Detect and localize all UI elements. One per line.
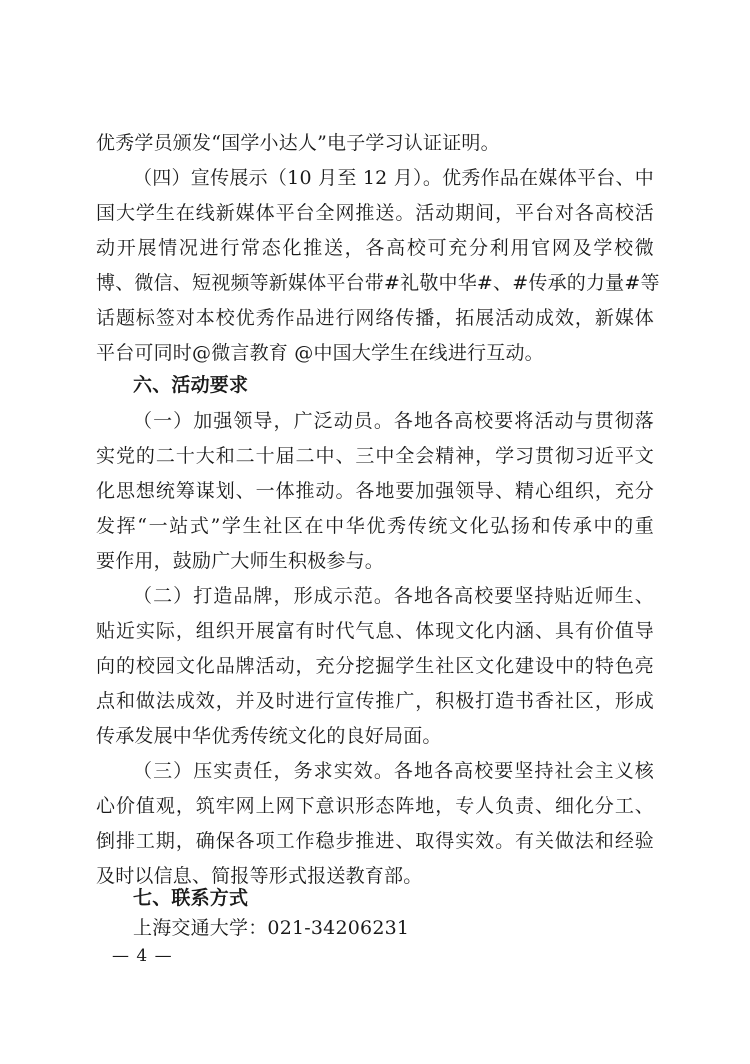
text-line: 心价值观，筑牢网上网下意识形态阵地，专人负责、细化分工、 bbox=[96, 795, 654, 817]
text-line: 动开展情况进行常态化推送，各高校可充分利用官网及学校微 bbox=[96, 237, 654, 259]
contact-line: 上海交通大学：021-34206231 bbox=[133, 917, 410, 939]
text-line: 向的校园文化品牌活动，充分挖掘学生社区文化建设中的特色亮 bbox=[96, 655, 654, 677]
text-line: 传承发展中华优秀传统文化的良好局面。 bbox=[96, 725, 442, 747]
text-line: 实党的二十大和二十届二中、三中全会精神，学习贯彻习近平文 bbox=[96, 445, 654, 467]
text-line: （三）压实责任，务求实效。各地各高校要坚持社会主义核 bbox=[133, 760, 654, 782]
text-line: （一）加强领导，广泛动员。各地各高校要将活动与贯彻落 bbox=[133, 410, 654, 432]
text-line: 贴近实际，组织开展富有时代气息、体现文化内涵、具有价值导 bbox=[96, 620, 654, 642]
text-line: 倒排工期，确保各项工作稳步推进、取得实效。有关做法和经验 bbox=[96, 830, 654, 852]
text-line: 优秀学员颁发“国学小达人”电子学习认证证明。 bbox=[96, 132, 500, 154]
text-line: 发挥“一站式”学生社区在中华优秀传统文化弘扬和传承中的重 bbox=[96, 515, 654, 537]
text-line: （四）宣传展示（10 月至 12 月）。优秀作品在媒体平台、中 bbox=[133, 167, 654, 189]
text-line: 话题标签对本校优秀作品进行网络传播，拓展活动成效，新媒体 bbox=[96, 307, 654, 329]
text-line: 要作用，鼓励广大师生积极参与。 bbox=[96, 550, 385, 572]
text-line: 化思想统筹谋划、一体推动。各地要加强领导、精心组织，充分 bbox=[96, 480, 654, 502]
section-heading: 七、联系方式 bbox=[133, 887, 249, 909]
text-line: 国大学生在线新媒体平台全网推送。活动期间，平台对各高校活 bbox=[96, 202, 654, 224]
page-number: — 4 — bbox=[112, 946, 173, 966]
text-line: 平台可同时@微言教育 @中国大学生在线进行互动。 bbox=[96, 342, 544, 364]
text-line: 及时以信息、简报等形式报送教育部。 bbox=[96, 865, 423, 887]
section-heading: 六、活动要求 bbox=[133, 374, 249, 396]
text-line: （二）打造品牌，形成示范。各地各高校要坚持贴近师生、 bbox=[133, 585, 654, 607]
text-line: 博、微信、短视频等新媒体平台带#礼敬中华#、#传承的力量#等 bbox=[96, 272, 660, 294]
text-line: 点和做法成效，并及时进行宣传推广，积极打造书香社区，形成 bbox=[96, 690, 654, 712]
